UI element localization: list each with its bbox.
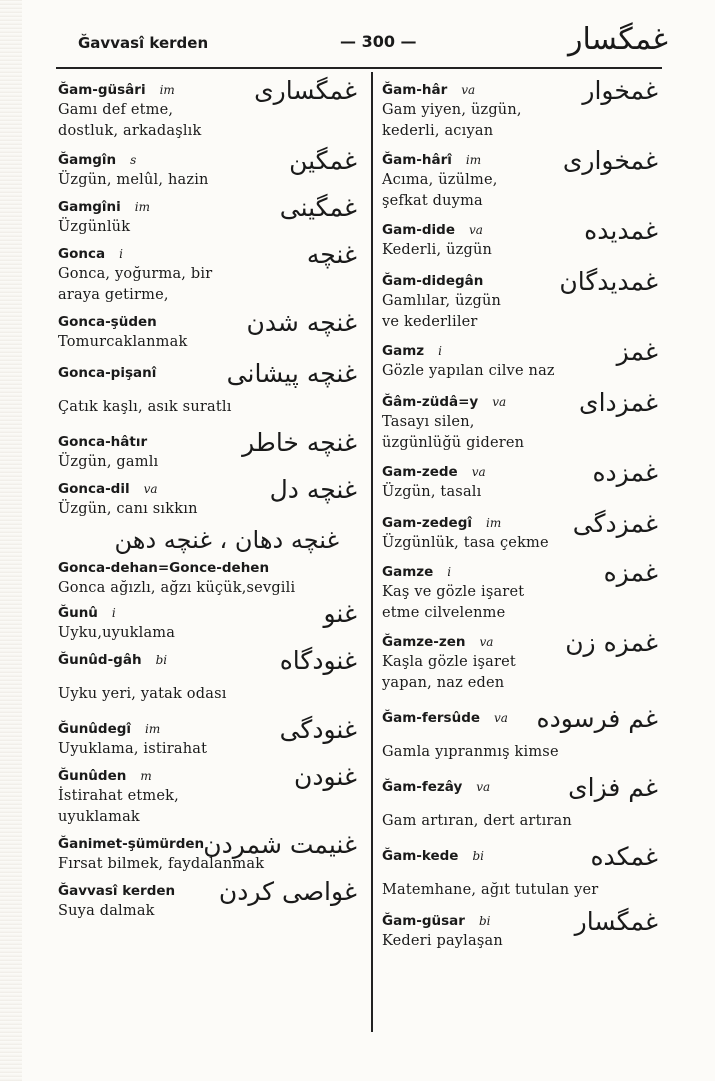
entry-arabic: غنودگی [279, 715, 357, 744]
entry-definition: Gözle yapılan cilve naz [382, 363, 555, 379]
entry-arabic: غنو [323, 599, 357, 628]
entry-definition: Tomurcaklanmak [58, 334, 188, 350]
guide-word-arabic: غمگسار [568, 22, 668, 57]
part-of-speech: m [140, 769, 152, 783]
headword-text: Ğam-kede [382, 848, 459, 864]
part-of-speech: i [119, 247, 123, 261]
entry-arabic: غمگینی [279, 193, 357, 222]
headword-text: Gam-zede [382, 464, 458, 480]
entry-arabic: غنچه دل [269, 475, 357, 504]
headword-text: Ğam-hâr [382, 82, 448, 98]
dictionary-entry [382, 907, 664, 952]
headword-text: Gamz [382, 343, 425, 359]
entry-definition: uyuklamak [58, 809, 140, 825]
dictionary-entry [382, 267, 664, 333]
entry-definition: Gam artıran, dert artıran [382, 813, 572, 829]
page-header [0, 22, 715, 62]
entry-arabic: غنچه پیشانی [226, 359, 357, 388]
entry-definition: İstirahat etmek, [58, 788, 179, 804]
entry-arabic: غمگساری [254, 76, 357, 105]
page-edge-texture [0, 0, 22, 1081]
headword-text: Gamgîni [58, 199, 121, 215]
guide-word: Ğavvasî kerden [78, 34, 209, 52]
part-of-speech: va [143, 482, 158, 496]
entry-definition: Üzgün, gamlı [58, 454, 159, 470]
headword-text: Gonca-pişanî [58, 365, 157, 381]
part-of-speech: va [494, 711, 508, 725]
entry-arabic: غنودن [293, 762, 357, 791]
part-of-speech: va [492, 395, 507, 409]
headword-text: Ğâm-züdâ=y [382, 394, 479, 410]
dictionary-entry [58, 146, 363, 191]
dictionary-entry [382, 216, 664, 261]
entry-definition: Üzgünlük, tasa çekme [382, 535, 549, 551]
dictionary-entry [58, 240, 363, 306]
part-of-speech: im [134, 200, 151, 214]
dictionary-entry [58, 475, 363, 520]
entry-arabic: غنچه خاطر [242, 428, 357, 457]
entry-arabic: غنودگاه [279, 646, 357, 675]
entry-arabic: غم فرسوده [536, 704, 658, 733]
dictionary-entry [382, 628, 664, 694]
entry-arabic: غمزه [603, 558, 658, 587]
entry-arabic: غمگسار [574, 907, 658, 936]
entry-definition: Gam yiyen, üzgün, [382, 102, 522, 118]
column-divider [371, 72, 373, 1032]
headword-text: Ğam-hârî [382, 152, 452, 168]
headword-text: Ğam-güsar [382, 913, 465, 929]
entry-definition: Üzgün, melûl, hazin [58, 172, 209, 188]
part-of-speech: bi [155, 653, 168, 667]
entry-arabic: غنچه شدن [246, 308, 357, 337]
entry-arabic: غمکده [590, 842, 658, 871]
part-of-speech: i [447, 565, 452, 579]
dictionary-entry [58, 558, 363, 599]
entry-arabic: غمدیدگان [559, 267, 658, 296]
entry-arabic: غمگین [289, 146, 357, 175]
entry-definition: Üzgünlük [58, 219, 131, 235]
entry-arabic: غمزدگی [572, 509, 658, 538]
dictionary-entry [382, 146, 664, 212]
dictionary-entry [58, 715, 363, 760]
part-of-speech: va [468, 223, 483, 237]
part-of-speech: im [159, 83, 175, 97]
entry-definition: Gamlılar, üzgün [382, 293, 502, 309]
dictionary-entry [382, 773, 664, 832]
headword-text: Ğavvasî kerden [58, 883, 176, 899]
entry-arabic: غنچه [306, 240, 357, 269]
entry-definition: araya getirme, [58, 287, 169, 303]
dictionary-entry [382, 76, 664, 142]
entry-headword [58, 603, 363, 623]
entry-definition: ve kederliler [382, 314, 478, 330]
right-column [382, 76, 664, 962]
dictionary-entry [58, 762, 363, 828]
entry-definition: etme cilvelenme [382, 605, 506, 621]
headword-text: Ğunûd-gâh [58, 652, 142, 668]
entry-arabic: غمدیده [584, 216, 658, 245]
entry-arabic: غواصی کردن [218, 877, 357, 906]
headword-text: Gonca-şüden [58, 314, 157, 330]
dictionary-entry [382, 388, 664, 454]
headword-text: Ğunûden [58, 768, 127, 784]
entry-arabic: غنیمت شمردن [203, 830, 357, 859]
entry-definition: Tasayı silen, [382, 414, 475, 430]
headword-text: Ğam-fersûde [382, 710, 481, 726]
headword-text: Gonca-hâtır [58, 434, 148, 450]
dictionary-entry [58, 830, 363, 875]
entry-arabic: غمخواری [562, 146, 658, 175]
part-of-speech: s [130, 153, 137, 167]
dictionary-entry [58, 599, 363, 644]
dictionary-entry [58, 526, 363, 554]
entry-arabic: غمز [616, 337, 658, 366]
entry-arabic: غمخوار [582, 76, 658, 105]
headword-text: Ğanimet-şümürden [58, 836, 205, 852]
part-of-speech: va [461, 83, 476, 97]
dictionary-entry [382, 458, 664, 503]
part-of-speech: va [476, 780, 491, 794]
entry-definition: Suya dalmak [58, 903, 155, 919]
headword-text: Ğunû [58, 605, 98, 621]
headword-text: Gonca-dehan=Gonce-dehen [58, 560, 270, 576]
header-rule [56, 67, 662, 69]
dictionary-entry [58, 877, 363, 922]
entry-definition: Acıma, üzülme, [382, 172, 498, 188]
dictionary-entry [382, 509, 664, 554]
dictionary-entry [58, 646, 363, 705]
entry-definition: kederli, acıyan [382, 123, 494, 139]
headword-text: Gam-zedegî [382, 515, 472, 531]
entry-definition: üzgünlüğü gideren [382, 435, 525, 451]
dictionary-entry [382, 704, 664, 763]
entry-definition: Fırsat bilmek, faydalanmak [58, 856, 265, 872]
entry-definition: Uyku yeri, yatak odası [58, 686, 227, 702]
part-of-speech: i [111, 606, 116, 620]
headword-text: Ğam-güsâri [58, 82, 146, 98]
part-of-speech: i [438, 344, 442, 358]
dictionary-entry [58, 76, 363, 142]
headword-text: Gonca [58, 246, 106, 262]
headword-text: Ğamgîn [58, 152, 117, 168]
entry-definition: Gonca ağızlı, ağzı küçük,sevgili [58, 580, 296, 596]
entry-arabic: غمزدای [579, 388, 658, 417]
entry-definition: Üzgün, canı sıkkın [58, 501, 198, 517]
entry-definition: Çatık kaşlı, asık suratlı [58, 399, 232, 415]
entry-definition: dostluk, arkadaşlık [58, 123, 202, 139]
part-of-speech: va [479, 635, 494, 649]
dictionary-entry [58, 359, 363, 418]
entry-arabic: غنچه دهان ، غنچه دهن [114, 526, 339, 554]
part-of-speech: va [471, 465, 486, 479]
headword-text: Gam-dide [382, 222, 455, 238]
dictionary-entry [382, 337, 664, 382]
entry-definition: Üzgün, tasalı [382, 484, 482, 500]
entry-definition: Gamı def etme, [58, 102, 174, 118]
entry-definition: Kederi paylaşan [382, 933, 503, 949]
part-of-speech: bi [472, 849, 484, 863]
headword-text: Gonca-dil [58, 481, 130, 497]
part-of-speech: im [145, 722, 161, 736]
headword-text: Gamze [382, 564, 434, 580]
part-of-speech: bi [478, 914, 491, 928]
headword-text: Ğamze-zen [382, 634, 466, 650]
entry-definition: Kaşla gözle işaret [382, 654, 516, 670]
dictionary-entry [58, 428, 363, 473]
entry-definition: yapan, naz eden [382, 675, 505, 691]
entry-arabic: غمزه زن [565, 628, 658, 657]
entry-arabic: غم فزای [568, 773, 658, 802]
entry-definition: Uyku,uyuklama [58, 625, 176, 641]
headword-text: Ğunûdegî [58, 721, 132, 737]
dictionary-entry [58, 308, 363, 353]
entry-definition: Uyuklama, istirahat [58, 741, 208, 757]
dictionary-entry [382, 842, 664, 901]
entry-definition: Gonca, yoğurma, bir [58, 266, 213, 282]
left-column [58, 76, 363, 928]
part-of-speech: im [465, 153, 482, 167]
part-of-speech: im [486, 516, 502, 530]
entry-definition: şefkat duyma [382, 193, 483, 209]
entry-definition: Kederli, üzgün [382, 242, 493, 258]
dictionary-entry [58, 193, 363, 238]
entry-arabic: غمزده [592, 458, 658, 487]
headword-text: Ğam-didegân [382, 273, 484, 289]
entry-headword [58, 558, 363, 578]
headword-text: Ğam-fezây [382, 779, 463, 795]
entry-definition: Matemhane, ağıt tutulan yer [382, 882, 599, 898]
entry-definition: Gamla yıpranmış kimse [382, 744, 559, 760]
dictionary-entry [382, 558, 664, 624]
entry-definition: Kaş ve gözle işaret [382, 584, 525, 600]
page-number: — 300 — [340, 32, 417, 51]
